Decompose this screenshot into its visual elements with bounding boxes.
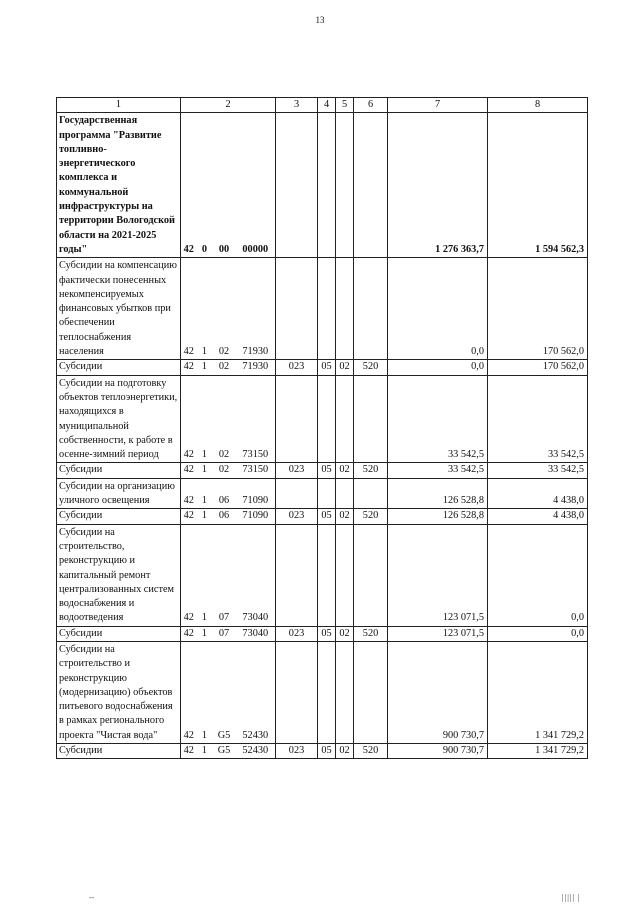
section-cell [318, 375, 336, 463]
code-expense-cell: 71930 [236, 258, 276, 360]
code-direction-cell: 02 [213, 258, 236, 360]
row-name-cell: Субсидии [57, 626, 181, 641]
section-cell [318, 113, 336, 258]
expense-type-cell: 520 [354, 626, 388, 641]
row-name-cell: Государственная программа "Развитие топливно-энергетического комплекса и коммунальной инфраструктуры на территории Вологодской области на 2021-2025 годы" [57, 113, 181, 258]
amount-col7-cell: 900 730,7 [388, 744, 488, 759]
code-expense-cell: 52430 [236, 744, 276, 759]
row-name-cell: Субсидии [57, 744, 181, 759]
section-cell [318, 641, 336, 743]
code-program-cell: 42 [181, 113, 197, 258]
code-expense-cell: 52430 [236, 641, 276, 743]
expense-type-cell [354, 524, 388, 626]
section-cell [318, 478, 336, 509]
header-cell-col6: 6 [354, 98, 388, 113]
header-cell-col4: 4 [318, 98, 336, 113]
code-direction-cell: 02 [213, 463, 236, 478]
section-cell: 05 [318, 360, 336, 375]
row-name-cell: Субсидии [57, 463, 181, 478]
amount-col7-cell: 0,0 [388, 360, 488, 375]
code-program-cell: 42 [181, 524, 197, 626]
code-expense-cell: 71090 [236, 478, 276, 509]
code-program-cell: 42 [181, 744, 197, 759]
table-row [57, 113, 588, 258]
row-name-cell: Субсидии на подготовку объектов теплоэнергетики, находящихся в муниципальной собственности, к работе в осенне-зимний период [57, 375, 181, 463]
table-row [57, 478, 588, 509]
amount-col7-cell: 33 542,5 [388, 463, 488, 478]
table-row [57, 626, 588, 641]
expense-type-cell: 520 [354, 744, 388, 759]
ministry-code-cell [276, 641, 318, 743]
expense-type-cell [354, 258, 388, 360]
subsection-cell: 02 [336, 744, 354, 759]
code-direction-cell: 06 [213, 509, 236, 524]
amount-col8-cell: 4 438,0 [488, 478, 588, 509]
ministry-code-cell: 023 [276, 360, 318, 375]
code-program-cell: 42 [181, 478, 197, 509]
amount-col8-cell: 1 341 729,2 [488, 744, 588, 759]
ministry-code-cell [276, 113, 318, 258]
code-expense-cell: 00000 [236, 113, 276, 258]
row-name-cell: Субсидии на организацию уличного освещения [57, 478, 181, 509]
ministry-code-cell [276, 375, 318, 463]
section-cell: 05 [318, 463, 336, 478]
subsection-cell [336, 641, 354, 743]
header-cell-col1: 1 [57, 98, 181, 113]
header-cell-col2: 2 [181, 98, 276, 113]
row-name-cell: Субсидии на строительство, реконструкцию и капитальный ремонт централизованных систем водоснабжения и водоотведения [57, 524, 181, 626]
code-subprogram-cell: 1 [197, 258, 213, 360]
code-direction-cell: 02 [213, 360, 236, 375]
table-row [57, 258, 588, 360]
code-program-cell: 42 [181, 375, 197, 463]
subsection-cell [336, 524, 354, 626]
amount-col7-cell: 900 730,7 [388, 641, 488, 743]
code-program-cell: 42 [181, 258, 197, 360]
ministry-code-cell [276, 524, 318, 626]
expense-type-cell [354, 113, 388, 258]
code-direction-cell: G5 [213, 744, 236, 759]
page-number: 13 [315, 15, 325, 25]
header-cell-col8: 8 [488, 98, 588, 113]
section-cell: 05 [318, 626, 336, 641]
amount-col7-cell: 33 542,5 [388, 375, 488, 463]
code-subprogram-cell: 1 [197, 463, 213, 478]
code-subprogram-cell: 0 [197, 113, 213, 258]
code-program-cell: 42 [181, 360, 197, 375]
code-program-cell: 42 [181, 509, 197, 524]
section-cell [318, 258, 336, 360]
amount-col8-cell: 0,0 [488, 524, 588, 626]
ministry-code-cell [276, 258, 318, 360]
code-subprogram-cell: 1 [197, 641, 213, 743]
subsection-cell: 02 [336, 626, 354, 641]
amount-col7-cell: 0,0 [388, 258, 488, 360]
amount-col8-cell: 33 542,5 [488, 375, 588, 463]
budget-table [56, 97, 588, 759]
section-cell: 05 [318, 509, 336, 524]
ministry-code-cell: 023 [276, 509, 318, 524]
code-subprogram-cell: 1 [197, 744, 213, 759]
subsection-cell [336, 258, 354, 360]
header-cell-col7: 7 [388, 98, 488, 113]
code-direction-cell: G5 [213, 641, 236, 743]
expense-type-cell: 520 [354, 463, 388, 478]
row-name-cell: Субсидии на строительство и реконструкцию (модернизацию) объектов питьевого водоснабжения в рамках регионального проекта "Чистая вода" [57, 641, 181, 743]
code-subprogram-cell: 1 [197, 509, 213, 524]
row-name-cell: Субсидии [57, 509, 181, 524]
header-cell-col3: 3 [276, 98, 318, 113]
footer-barcode-mark: ||||| | [562, 893, 581, 902]
ministry-code-cell: 023 [276, 626, 318, 641]
table-row [57, 744, 588, 759]
amount-col7-cell: 123 071,5 [388, 524, 488, 626]
table-row [57, 524, 588, 626]
amount-col7-cell: 126 528,8 [388, 509, 488, 524]
code-subprogram-cell: 1 [197, 478, 213, 509]
code-subprogram-cell: 1 [197, 524, 213, 626]
section-cell: 05 [318, 744, 336, 759]
code-expense-cell: 73150 [236, 375, 276, 463]
code-expense-cell: 73040 [236, 524, 276, 626]
amount-col8-cell: 0,0 [488, 626, 588, 641]
code-expense-cell: 73040 [236, 626, 276, 641]
ministry-code-cell: 023 [276, 744, 318, 759]
amount-col7-cell: 123 071,5 [388, 626, 488, 641]
header-cell-col5: 5 [336, 98, 354, 113]
amount-col8-cell: 1 594 562,3 [488, 113, 588, 258]
ministry-code-cell: 023 [276, 463, 318, 478]
table-row [57, 641, 588, 743]
code-direction-cell: 00 [213, 113, 236, 258]
table-row [57, 463, 588, 478]
code-program-cell: 42 [181, 463, 197, 478]
code-direction-cell: 06 [213, 478, 236, 509]
header-row [57, 98, 588, 113]
amount-col7-cell: 126 528,8 [388, 478, 488, 509]
footer-mark-left: -- [89, 893, 95, 902]
code-subprogram-cell: 1 [197, 375, 213, 463]
code-direction-cell: 07 [213, 524, 236, 626]
code-program-cell: 42 [181, 626, 197, 641]
amount-col8-cell: 4 438,0 [488, 509, 588, 524]
amount-col8-cell: 1 341 729,2 [488, 641, 588, 743]
table-row [57, 360, 588, 375]
subsection-cell [336, 113, 354, 258]
ministry-code-cell [276, 478, 318, 509]
table-row [57, 509, 588, 524]
expense-type-cell: 520 [354, 509, 388, 524]
subsection-cell [336, 375, 354, 463]
code-program-cell: 42 [181, 641, 197, 743]
code-expense-cell: 73150 [236, 463, 276, 478]
amount-col8-cell: 170 562,0 [488, 360, 588, 375]
expense-type-cell [354, 375, 388, 463]
code-direction-cell: 07 [213, 626, 236, 641]
code-expense-cell: 71930 [236, 360, 276, 375]
subsection-cell: 02 [336, 509, 354, 524]
row-name-cell: Субсидии на компенсацию фактически понесенных некомпенсируемых финансовых убытков при обеспечении теплоснабжения населения [57, 258, 181, 360]
code-expense-cell: 71090 [236, 509, 276, 524]
expense-type-cell [354, 478, 388, 509]
amount-col8-cell: 170 562,0 [488, 258, 588, 360]
code-subprogram-cell: 1 [197, 626, 213, 641]
table-row [57, 375, 588, 463]
expense-type-cell [354, 641, 388, 743]
amount-col7-cell: 1 276 363,7 [388, 113, 488, 258]
subsection-cell [336, 478, 354, 509]
expense-type-cell: 520 [354, 360, 388, 375]
subsection-cell: 02 [336, 360, 354, 375]
code-subprogram-cell: 1 [197, 360, 213, 375]
row-name-cell: Субсидии [57, 360, 181, 375]
amount-col8-cell: 33 542,5 [488, 463, 588, 478]
section-cell [318, 524, 336, 626]
code-direction-cell: 02 [213, 375, 236, 463]
subsection-cell: 02 [336, 463, 354, 478]
